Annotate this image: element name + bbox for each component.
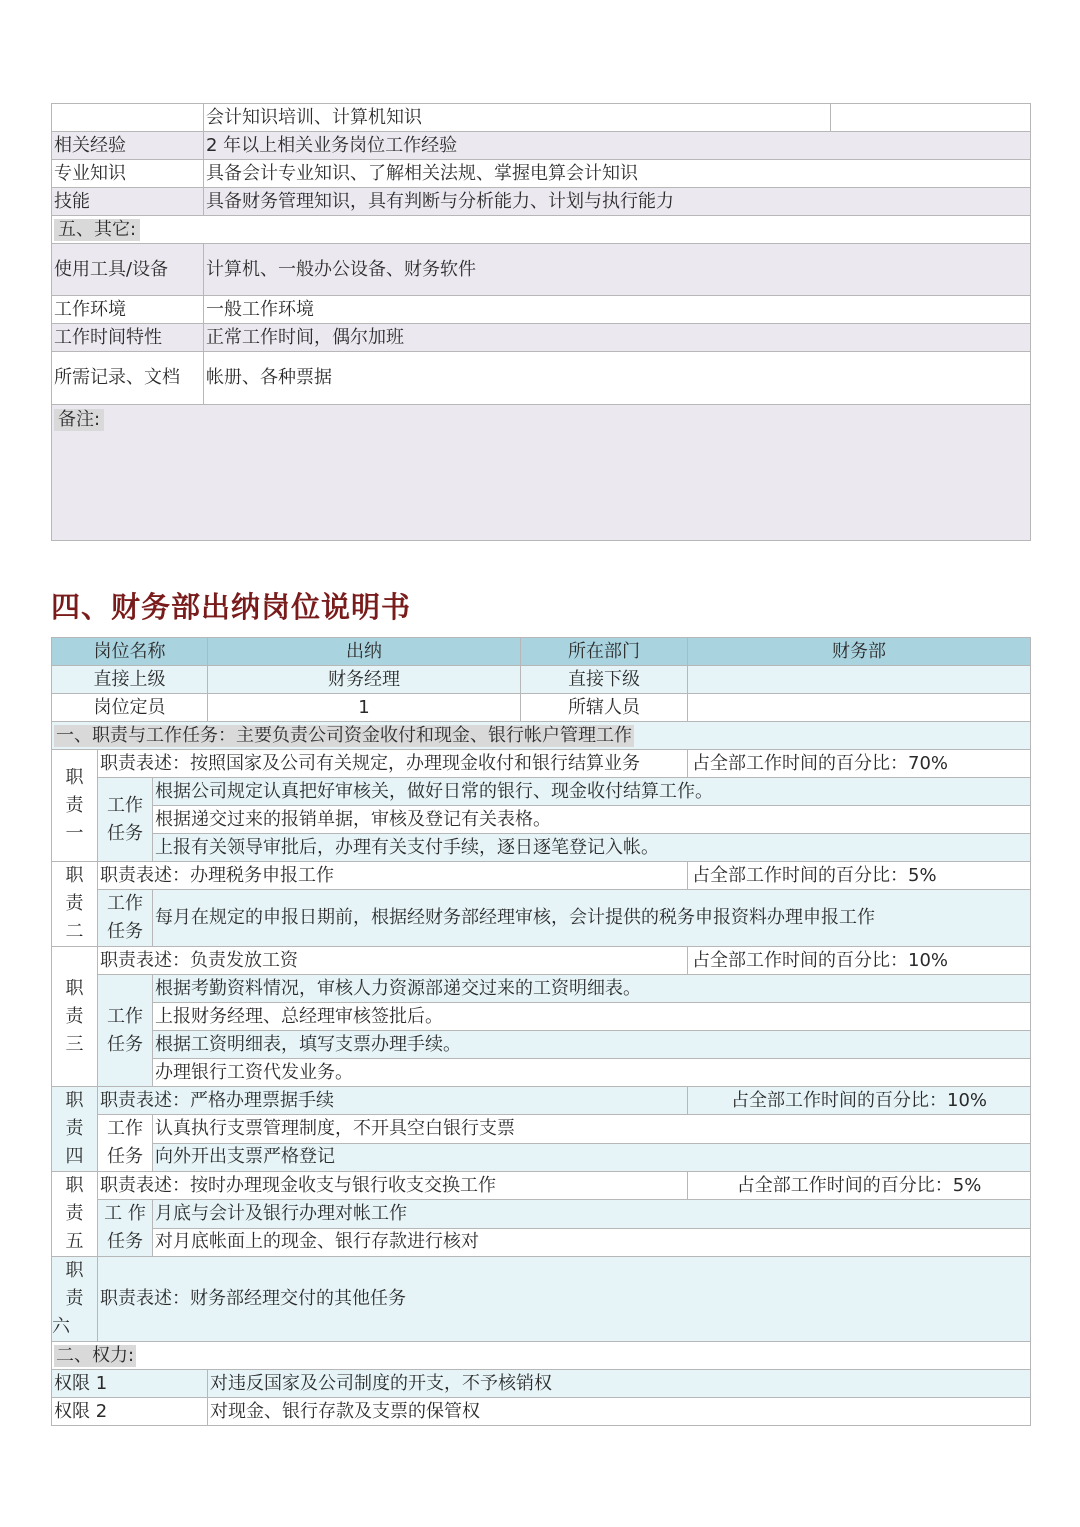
duty-3-task-3: 根据工资明细表，填写支票办理手续。 (153, 1031, 1031, 1059)
h-job-name: 岗位名称 (52, 638, 208, 666)
records-label: 所需记录、文档 (52, 352, 204, 405)
knowledge-value: 具备会计专业知识、了解相关法规、掌握电算会计知识 (204, 160, 1031, 188)
duty-1-pct: 占全部工作时间的百分比：70% (688, 750, 1031, 778)
remarks-cell (52, 405, 1031, 541)
department: 财务部 (688, 638, 1031, 666)
quota: 1 (208, 694, 521, 722)
h-department: 所在部门 (521, 638, 688, 666)
duty-3-task-label: 工作 任务 (98, 975, 153, 1087)
duty-4-task-1: 认真执行支票管理制度，不开具空白银行支票 (153, 1115, 1031, 1144)
duty-1-task-1: 根据公司规定认真把好审核关，做好日常的银行、现金收付结算工作。 (153, 778, 1031, 806)
knowledge-label: 专业知识 (52, 160, 204, 188)
duty-4-label: 职 责 四 (52, 1087, 98, 1172)
work-time-label: 工作时间特性 (52, 324, 204, 352)
power-2-value: 对现金、银行存款及支票的保管权 (208, 1398, 1031, 1426)
duty-2-pct: 占全部工作时间的百分比：5% (688, 862, 1031, 890)
tools-value: 计算机、一般办公设备、财务软件 (204, 244, 1031, 296)
empty-label-cell (52, 104, 204, 132)
duty-1-task-3: 上报有关领导审批后，办理有关支付手续，逐日逐笔登记入帐。 (153, 834, 1031, 862)
duty-5-task-2: 对月底帐面上的现金、银行存款进行核对 (153, 1228, 1031, 1257)
experience-label: 相关经验 (52, 132, 204, 160)
work-time-value: 正常工作时间，偶尔加班 (204, 324, 1031, 352)
environment-value: 一般工作环境 (204, 296, 1031, 324)
duty-3-task-4: 办理银行工资代发业务。 (153, 1059, 1031, 1087)
duty-4-pct: 占全部工作时间的百分比：10% (688, 1087, 1031, 1115)
duty-1-task-2: 根据递交过来的报销单据，审核及登记有关表格。 (153, 806, 1031, 834)
subordinate (688, 666, 1031, 694)
duty-4-task-2: 向外开出支票严格登记 (153, 1143, 1031, 1172)
duty-3-pct: 占全部工作时间的百分比：10% (688, 947, 1031, 975)
managed (688, 694, 1031, 722)
duty-1-desc: 职责表述：按照国家及公司有关规定，办理现金收付和银行结算业务 (98, 750, 688, 778)
power-header-cell (52, 1342, 1031, 1370)
duty-3-desc: 职责表述：负责发放工资 (98, 947, 688, 975)
section-other-label: 五、其它: (54, 219, 140, 241)
duty-4-desc: 职责表述：严格办理票据手续 (98, 1087, 688, 1115)
empty-cell (831, 104, 1031, 132)
job-name: 出纳 (208, 638, 521, 666)
power-1-value: 对违反国家及公司制度的开支，不予核销权 (208, 1370, 1031, 1398)
section-other (52, 216, 1031, 244)
duty-2-label: 职 责 二 (52, 862, 98, 947)
superior: 财务经理 (208, 666, 521, 694)
duties-header-cell (52, 722, 1031, 750)
duty-2-task-1: 每月在规定的申报日期前，根据经财务部经理审核，会计提供的税务申报资料办理申报工作 (153, 890, 1031, 947)
duty-4-task-label: 工作 任务 (98, 1115, 153, 1172)
h-subordinate: 直接下级 (521, 666, 688, 694)
duty-5-task-1: 月底与会计及银行办理对帐工作 (153, 1200, 1031, 1229)
duty-6-label: 职 责 六 (52, 1257, 98, 1342)
records-value: 帐册、各种票据 (204, 352, 1031, 405)
remarks-label: 备注: (54, 409, 104, 431)
skills-value: 具备财务管理知识，具有判断与分析能力、计划与执行能力 (204, 188, 1031, 216)
duty-5-pct: 占全部工作时间的百分比：5% (688, 1172, 1031, 1200)
environment-label: 工作环境 (52, 296, 204, 324)
duty-3-label: 职 责 三 (52, 947, 98, 1087)
duty-1-label: 职 责 一 (52, 750, 98, 862)
section-title: 四、财务部出纳岗位说明书 (51, 590, 412, 624)
duty-5-task-label: 工 作 任务 (98, 1200, 153, 1257)
power-header: 二、权力: (56, 1344, 135, 1366)
h-superior: 直接上级 (52, 666, 208, 694)
duty-6-desc: 职责表述：财务部经理交付的其他任务 (98, 1257, 1031, 1342)
h-managed: 所辖人员 (521, 694, 688, 722)
duties-header: 一、职责与工作任务：主要负责公司资金收付和现金、银行帐户管理工作 (56, 724, 632, 746)
skills-label: 技能 (52, 188, 204, 216)
duty-5-desc: 职责表述：按时办理现金收支与银行收支交换工作 (98, 1172, 688, 1200)
duty-5-label: 职 责 五 (52, 1172, 98, 1257)
qualification-table (51, 103, 1031, 541)
power-2-label: 权限 2 (52, 1398, 208, 1426)
h-quota: 岗位定员 (52, 694, 208, 722)
job-description-table (51, 637, 1031, 1426)
duty-3-task-2: 上报财务经理、总经理审核签批后。 (153, 1003, 1031, 1031)
experience-value: 2 年以上相关业务岗位工作经验 (204, 132, 1031, 160)
training-value: 会计知识培训、计算机知识 (204, 104, 831, 132)
power-1-label: 权限 1 (52, 1370, 208, 1398)
duty-2-desc: 职责表述：办理税务申报工作 (98, 862, 688, 890)
duty-3-task-1: 根据考勤资料情况，审核人力资源部递交过来的工资明细表。 (153, 975, 1031, 1003)
duty-1-task-label: 工作 任务 (98, 778, 153, 862)
tools-label: 使用工具/设备 (52, 244, 204, 296)
duty-2-task-label: 工作 任务 (98, 890, 153, 947)
